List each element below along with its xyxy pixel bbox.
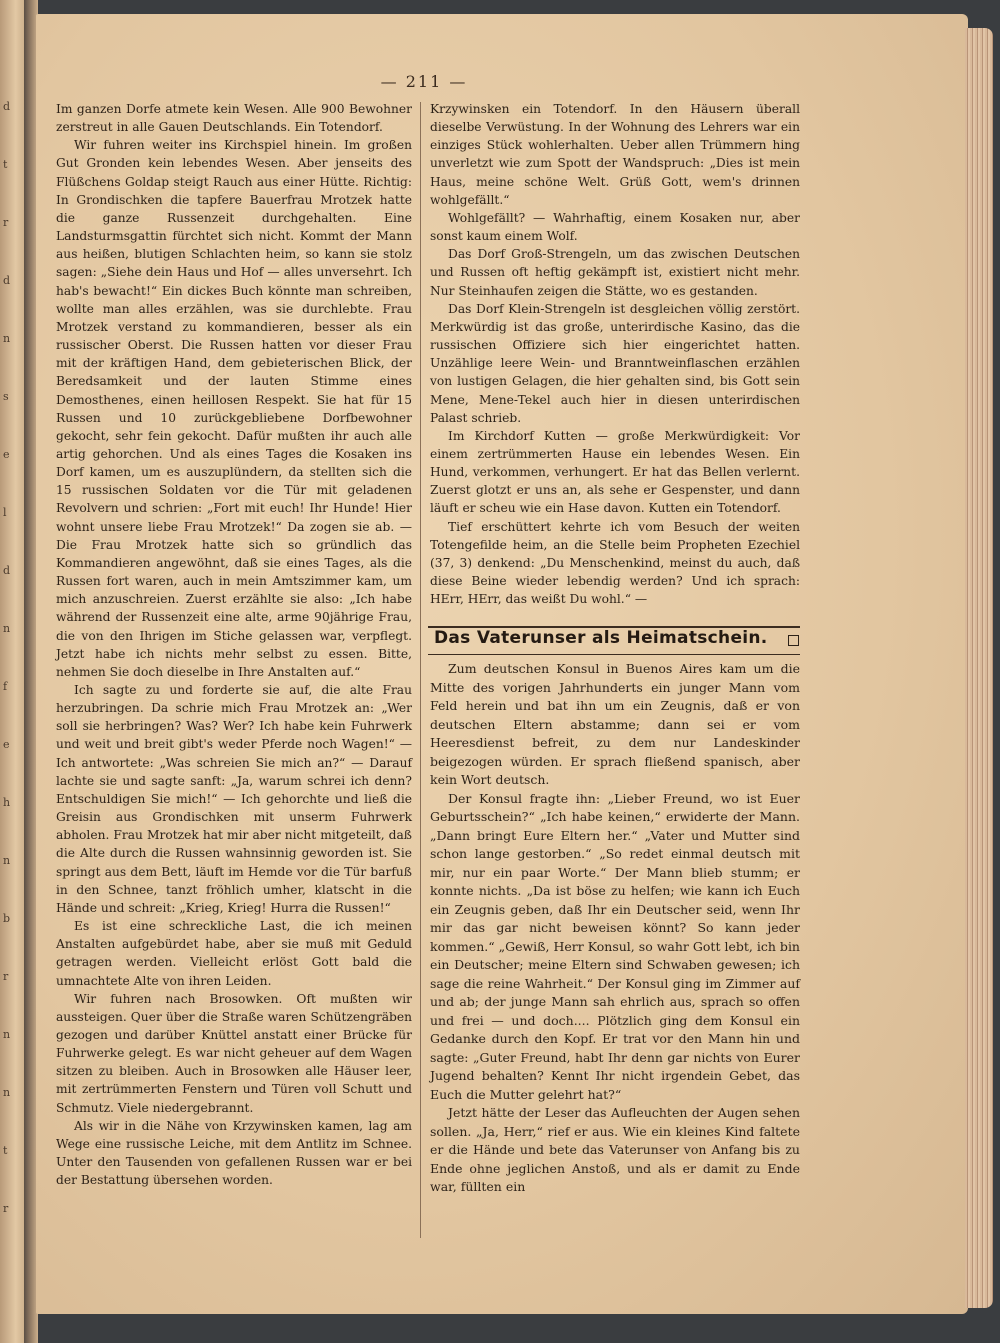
adjacent-page-edge (0, 0, 26, 1343)
margin-fragment: s (3, 390, 9, 403)
right-column (430, 100, 800, 608)
paragraph: Im ganzen Dorfe atmete kein Wesen. Alle 900 Bewohner zerstreut in alle Gauen Deutschlands. Ein Totendorf. (56, 102, 412, 135)
margin-fragment: n (3, 1028, 11, 1041)
margin-fragment: f (3, 680, 8, 693)
section-box-marker (788, 635, 799, 646)
paragraph: Im Kirchdorf Kutten — große Merkwürdigkeit: Vor einem zertrümmerten Hause ein lebendes Wesen. Ein Hund, verkommen, verhungert. Er hat das Bellen verlernt. Zuerst glotzt er uns an, als sehe er Gespenster, und dann läuft er scheu wie ein Hase davon. Kutten ein Totendorf. (430, 428, 800, 516)
margin-fragment: t (3, 158, 8, 171)
margin-fragment: r (3, 216, 9, 229)
margin-fragment: e (3, 738, 10, 751)
page-number: — 211 — (380, 72, 468, 91)
paragraph: Das Dorf Groß-Strengeln, um das zwischen Deutschen und Russen oft heftig gekämpft ist, existiert nicht mehr. Nur Steinhaufen zeigen die Stätte, wo es gestanden. (430, 247, 800, 298)
paragraph: Ich sagte zu und forderte sie auf, die alte Frau herzubringen. Da schrie mich Frau Mrotzek an: „Wer soll sie herbringen? Was? Wer? Ich habe kein Fuhrwerk und weit und breit gibt's weder Pferde noch Wagen!“ — Ich antwortete: „Was schreien Sie mich an?“ — Darauf lachte sie und sagte sanft: „Ja, warum schrei ich denn? Entschuldigen Sie mich!“ — Ich gehorchte und ließ die Greisin aus Grondischken mit unserm Fuhrwerk abholen. Frau Mrotzek hat mir aber nicht mitgeteilt, daß die Alte durch die Russen wahnsinnig geworden ist. Sie springt aus dem Bett, läuft im Hemde vor die Tür barfuß in den Schnee, tanzt fröhlich umher, klatscht in die Hände und schreit: „Krieg, Krieg! Hurra die Russen!“ (56, 683, 412, 915)
margin-fragment: b (3, 912, 11, 925)
margin-fragment: n (3, 854, 11, 867)
margin-fragment: n (3, 1086, 11, 1099)
margin-fragment: h (3, 796, 11, 809)
paragraph: Wir fuhren nach Brosowken. Oft mußten wir aussteigen. Quer über die Straße waren Schützengräben gezogen und darüber Knüttel anstatt einer Brücke für Fuhrwerke gelegt. Es war nicht geheuer auf dem Wagen sitzen zu bleiben. Auch in Brosowken alle Häuser leer, mit zertrümmerten Fenstern und Türen voll Schutt und Schmutz. Viele niedergebrannt. (56, 991, 412, 1115)
margin-fragment: n (3, 622, 11, 635)
paragraph: Es ist eine schreckliche Last, die ich meinen Anstalten aufgebürdet habe, aber sie muß mit Geduld getragen werden. Vielleicht erlöst Gott bald die umnachtete Alte von ihren Leiden. (56, 919, 412, 988)
margin-fragment: n (3, 332, 11, 345)
section-body (430, 660, 800, 1197)
margin-fragment: d (3, 564, 11, 577)
margin-fragment: e (3, 448, 10, 461)
paragraph: Krzywinsken ein Totendorf. In den Häusern überall dieselbe Verwüstung. In der Wohnung des Lehrers war ein einziges Stück wohlerhalten. Ueber allen Trümmern hing unverletzt wie zum Spott der Wandspruch: „Dies ist mein Haus, meine schöne Welt. Grüß Gott, wem's drinnen wohlgefällt.“ (430, 102, 800, 207)
left-column (56, 100, 412, 1189)
paragraph: Zum deutschen Konsul in Buenos Aires kam um die Mitte des vorigen Jahrhunderts ein junger Mann vom Feld herein und bat ihn um ein Zeugnis, daß er von deutschen Eltern abstamme; dann sei er vom Heeresdienst befreit, zu dem nur Landeskinder beigezogen würden. Er sprach fließend spanisch, aber kein Wort deutsch. (430, 661, 800, 787)
column-divider (420, 102, 421, 1238)
paragraph: Wir fuhren weiter ins Kirchspiel hinein. Im großen Gut Gronden kein lebendes Wesen. Aber jenseits des Flüßchens Goldap steigt Rauch aus einer Hütte. Richtig: In Grondischken die tapfere Bauerfrau Mrotzek hatte die ganze Russenzeit durchgehalten. Eine Landsturmsgattin fürchtet sich nicht. Kommt der Mann aus heißen, blutigen Schlachten heim, so kann sie stolz sagen: „Siehe dein Haus und Hof — alles unversehrt. Ich hab's bewacht!“ Ein dickes Buch könnte man schreiben, wollte man alles erzählen, was sie durchlebte. Frau Mrotzek verstand zu kommandieren, besser als ein russischer Oberst. Die Russen hatten vor dieser Frau mit der kräftigen Hand, dem gebieterischen Blick, der Beredsamkeit und der lauten Stimme eines Demosthenes, einen heillosen Respekt. Sie hat für 15 Russen und 10 zurückgebliebene Dorfbewohner gekocht, sehr fein gekocht. Dafür mußten ihr auch alle artig gehorchen. Und als eines Tages die Kosaken ins Dorf kamen, um es auszuplündern, da stellten sich die 15 russischen Soldaten vor die Tür mit geladenen Revolvern und schrien: „Fort mit euch! Ihr Hunde! Hier wohnt unsere liebe Frau Mrotzek!“ Da zogen sie ab. — Die Frau Mrotzek hatte sich so gründlich das Kommandieren angewöhnt, daß sie eines Tages, als die Russen fort waren, auch in mein Amtszimmer kam, um mich anzuschreien. Zuerst erzählte sie also: „Ich habe während der Russenzeit eine alte, arme 90jährige Frau, die von den Ihrigen im Stiche gelassen war, verpflegt. Jetzt habe ich nichts mehr selbst zu essen. Bitte, nehmen Sie doch dieselbe in Ihre Anstalten auf.“ (56, 138, 412, 679)
paragraph: Wohlgefällt? — Wahrhaftig, einem Kosaken nur, aber sonst kaum einem Wolf. (430, 210, 800, 244)
paragraph: Als wir in die Nähe von Krzywinsken kamen, lag am Wege eine russische Leiche, mit dem Antlitz im Schnee. Unter den Tausenden von gefallenen Russen war er bei der Bestattung übersehen worden. (56, 1118, 412, 1188)
margin-fragment: d (3, 274, 11, 287)
margin-fragment: d (3, 100, 11, 113)
margin-fragment: t (3, 1144, 8, 1157)
page-block-edge (965, 28, 993, 1308)
paragraph: Tief erschüttert kehrte ich vom Besuch der weiten Totengefilde heim, an die Stelle beim Propheten Ezechiel (37, 3) denkend: „Du Menschenkind, meinst du auch, daß diese Beine wieder lebendig werden? Und ich sprach: HErr, HErr, das weißt Du wohl.“ — (430, 519, 800, 607)
margin-fragment: r (3, 1202, 9, 1215)
paragraph: Das Dorf Klein-Strengeln ist desgleichen völlig zerstört. Merkwürdig ist das große, unterirdische Kasino, das die russischen Offiziere sich hier eingerichtet hatten. Unzählige leere Wein- und Branntweinflaschen erzählen von lustigen Gelagen, die hier gehalten sind, bis Gott sein Mene, Mene-Tekel auch hier in diesen unterirdischen Palast schrieb. (430, 301, 800, 425)
section-title: Das Vaterunser als Heimatschein. (434, 628, 768, 648)
section-rule-bottom (428, 654, 800, 655)
paragraph: Der Konsul fragte ihn: „Lieber Freund, wo ist Euer Geburtsschein?“ „Ich habe keinen,“ erwiderte der Mann. „Dann bringt Eure Eltern her.“ „Vater und Mutter sind schon lange gestorben.“ „So redet einmal deutsch mit mir, nur ein paar Worte.“ Der Mann blieb stumm; er konnte nichts. „Da ist böse zu helfen; wie kann ich Euch ein Zeugnis geben, daß Ihr ein Deutscher seid, wenn Ihr mir das gar nicht beweisen könnt? So kann jeder kommen.“ „Gewiß, Herr Konsul, so wahr Gott lebt, ich bin ein Deutscher; meine Eltern sind Schwaben gewesen; ich sage die reine Wahrheit.“ Der Konsul ging im Zimmer auf und ab; der junge Mann sah ehrlich aus, sprach so offen und frei — und doch.... Plötzlich ging dem Konsul ein Gedanke durch den Kopf. Er trat vor den Mann hin und sagte: „Guter Freund, habt Ihr denn gar nichts von Eurer Jugend behalten? Kennt Ihr nicht irgendein Gebet, das Euch die Mutter gelehrt hat?“ (430, 790, 800, 1102)
paragraph: Jetzt hätte der Leser das Aufleuchten der Augen sehen sollen. „Ja, Herr,“ rief er aus. Wie ein kleines Kind faltete er die Hände und bete das Vaterunser von Anfang bis zu Ende ohne jeglichen Anstoß, und als er damit zu Ende war, füllten ein (430, 1105, 800, 1194)
margin-fragment: l (3, 506, 7, 519)
margin-fragment: r (3, 970, 9, 983)
